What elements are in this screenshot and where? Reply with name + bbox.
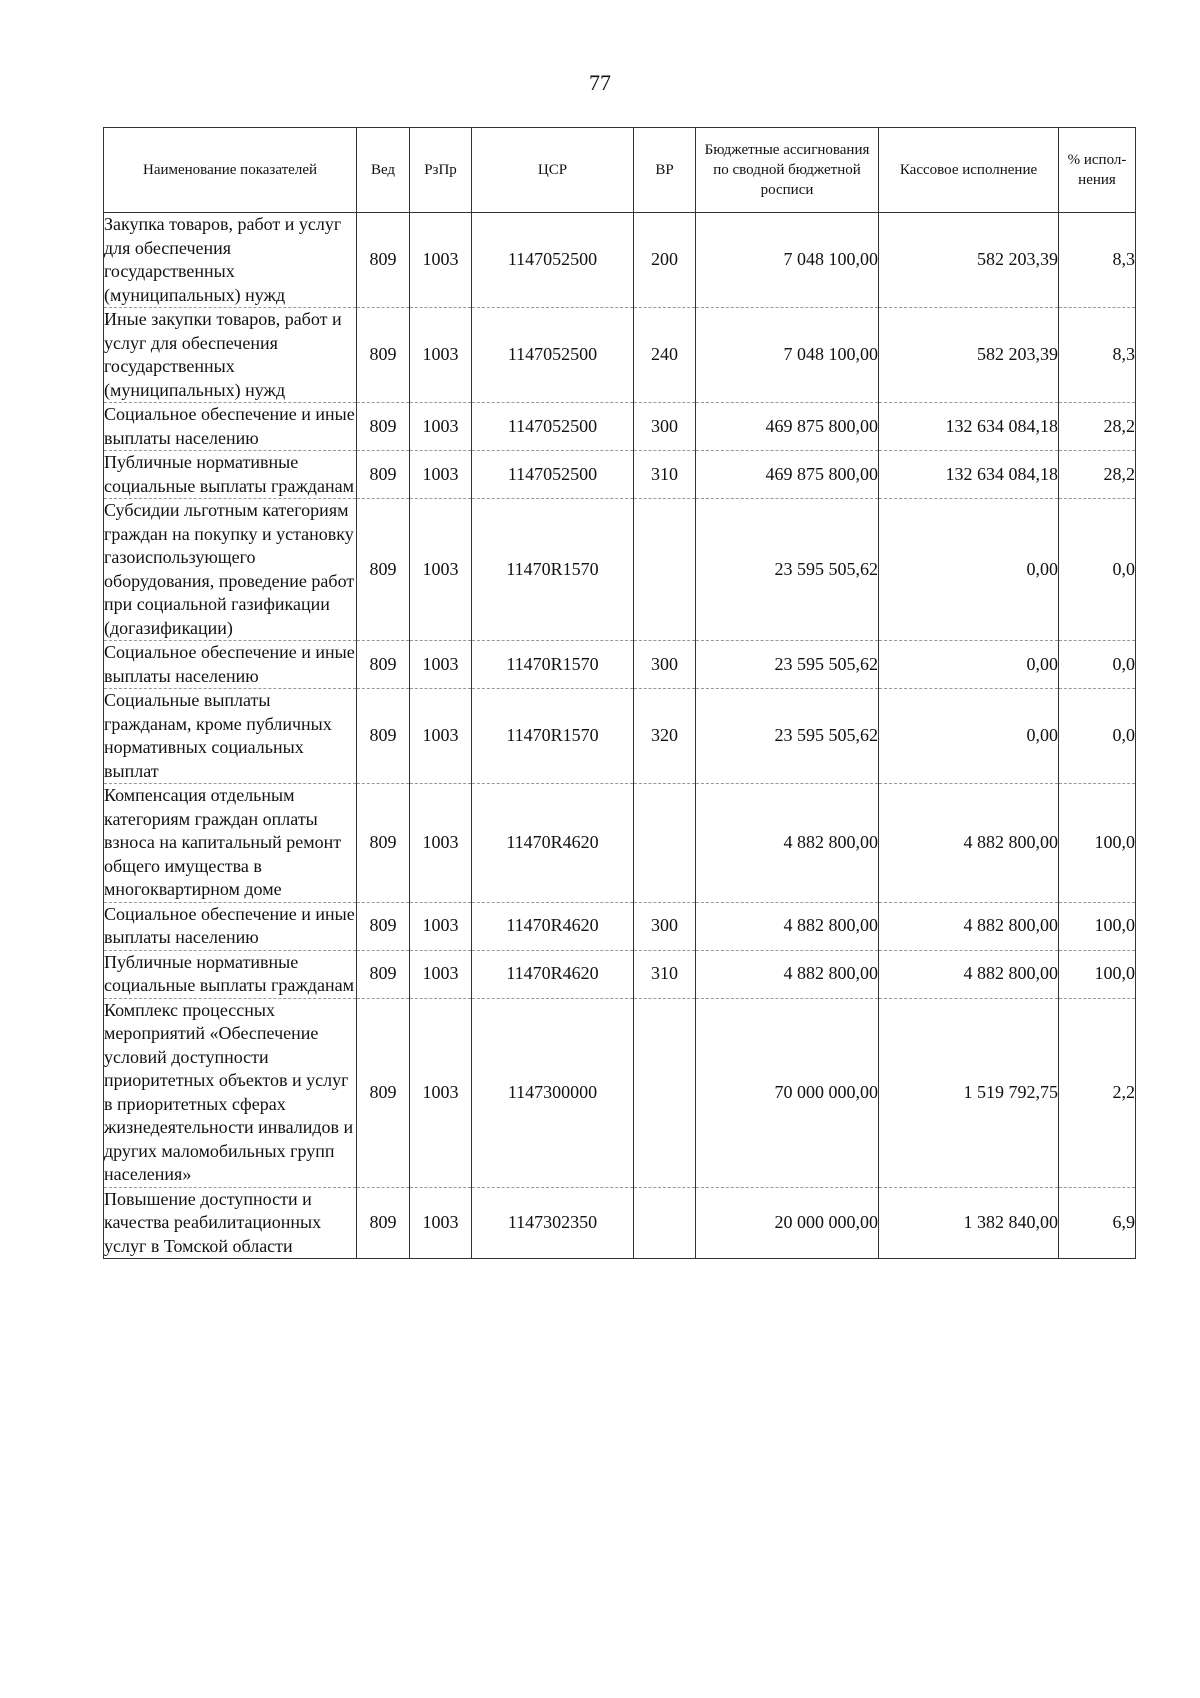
row-name: Закупка товаров, работ и услуг для обеспечения государственных (муниципальных) нужд [104, 213, 357, 308]
row-name: Субсидии льготным категориям граждан на покупку и установку газоиспользующего оборудования, проведение работ при социальной газификации (догазификации) [104, 499, 357, 641]
row-ved: 809 [357, 998, 410, 1187]
table-header-row [104, 128, 1136, 213]
row-percent: 6,9 [1059, 1187, 1136, 1259]
row-cash: 132 634 084,18 [879, 451, 1059, 499]
table-row [104, 950, 1136, 998]
row-ved: 809 [357, 499, 410, 641]
row-name: Компенсация отдельным категориям граждан оплаты взноса на капитальный ремонт общего имущества в многоквартирном доме [104, 784, 357, 903]
header-percent: % испол-нения [1059, 128, 1136, 213]
row-name: Публичные нормативные социальные выплаты гражданам [104, 950, 357, 998]
row-cash: 4 882 800,00 [879, 784, 1059, 903]
row-name: Социальное обеспечение и иные выплаты населению [104, 403, 357, 451]
row-csr: 1147052500 [472, 403, 634, 451]
row-percent: 100,0 [1059, 784, 1136, 903]
row-name: Социальное обеспечение и иные выплаты населению [104, 641, 357, 689]
row-rzpr: 1003 [410, 403, 472, 451]
row-ved: 809 [357, 403, 410, 451]
header-ved: Вед [357, 128, 410, 213]
row-vr: 310 [634, 451, 696, 499]
row-budget: 7 048 100,00 [696, 308, 879, 403]
row-csr: 11470R4620 [472, 784, 634, 903]
row-budget: 20 000 000,00 [696, 1187, 879, 1259]
row-budget: 4 882 800,00 [696, 784, 879, 903]
row-percent: 100,0 [1059, 902, 1136, 950]
row-cash: 1 519 792,75 [879, 998, 1059, 1187]
table-row [104, 902, 1136, 950]
row-budget: 23 595 505,62 [696, 641, 879, 689]
row-rzpr: 1003 [410, 998, 472, 1187]
row-rzpr: 1003 [410, 641, 472, 689]
table-row [104, 308, 1136, 403]
row-vr [634, 1187, 696, 1259]
row-ved: 809 [357, 902, 410, 950]
row-csr: 11470R4620 [472, 950, 634, 998]
table-row [104, 784, 1136, 903]
row-csr: 11470R1570 [472, 499, 634, 641]
header-rzpr: РзПр [410, 128, 472, 213]
row-budget: 23 595 505,62 [696, 689, 879, 784]
row-ved: 809 [357, 950, 410, 998]
table-row [104, 451, 1136, 499]
row-vr [634, 784, 696, 903]
header-budget: Бюджетные ассигнования по сводной бюджетной росписи [696, 128, 879, 213]
row-vr: 320 [634, 689, 696, 784]
row-name: Публичные нормативные социальные выплаты гражданам [104, 451, 357, 499]
row-ved: 809 [357, 1187, 410, 1259]
table-row [104, 689, 1136, 784]
row-cash: 582 203,39 [879, 213, 1059, 308]
row-cash: 4 882 800,00 [879, 950, 1059, 998]
row-cash: 4 882 800,00 [879, 902, 1059, 950]
row-csr: 11470R1570 [472, 689, 634, 784]
row-csr: 1147300000 [472, 998, 634, 1187]
row-percent: 0,0 [1059, 499, 1136, 641]
row-percent: 0,0 [1059, 641, 1136, 689]
row-rzpr: 1003 [410, 1187, 472, 1259]
row-budget: 70 000 000,00 [696, 998, 879, 1187]
row-cash: 582 203,39 [879, 308, 1059, 403]
row-csr: 1147052500 [472, 451, 634, 499]
row-percent: 28,2 [1059, 451, 1136, 499]
table-row [104, 641, 1136, 689]
row-vr: 310 [634, 950, 696, 998]
row-vr: 240 [634, 308, 696, 403]
row-rzpr: 1003 [410, 499, 472, 641]
table-row [104, 998, 1136, 1187]
row-csr: 11470R4620 [472, 902, 634, 950]
row-vr: 300 [634, 641, 696, 689]
table-row [104, 213, 1136, 308]
table-row [104, 403, 1136, 451]
row-ved: 809 [357, 308, 410, 403]
row-rzpr: 1003 [410, 950, 472, 998]
row-ved: 809 [357, 451, 410, 499]
row-vr [634, 998, 696, 1187]
row-percent: 2,2 [1059, 998, 1136, 1187]
row-budget: 7 048 100,00 [696, 213, 879, 308]
row-budget: 469 875 800,00 [696, 403, 879, 451]
row-cash: 0,00 [879, 689, 1059, 784]
row-rzpr: 1003 [410, 689, 472, 784]
row-budget: 23 595 505,62 [696, 499, 879, 641]
row-name: Социальные выплаты гражданам, кроме публичных нормативных социальных выплат [104, 689, 357, 784]
table-row [104, 1187, 1136, 1259]
row-rzpr: 1003 [410, 213, 472, 308]
table-row [104, 499, 1136, 641]
row-rzpr: 1003 [410, 784, 472, 903]
row-csr: 1147052500 [472, 213, 634, 308]
row-vr: 300 [634, 902, 696, 950]
row-budget: 4 882 800,00 [696, 902, 879, 950]
row-csr: 11470R1570 [472, 641, 634, 689]
row-ved: 809 [357, 641, 410, 689]
row-cash: 1 382 840,00 [879, 1187, 1059, 1259]
row-rzpr: 1003 [410, 451, 472, 499]
row-name: Комплекс процессных мероприятий «Обеспечение условий доступности приоритетных объектов и услуг в приоритетных сферах жизнедеятельности инвалидов и других маломобильных групп населения» [104, 998, 357, 1187]
row-name: Иные закупки товаров, работ и услуг для обеспечения государственных (муниципальных) нужд [104, 308, 357, 403]
row-percent: 28,2 [1059, 403, 1136, 451]
row-ved: 809 [357, 689, 410, 784]
page-number: 77 [589, 70, 611, 95]
row-budget: 4 882 800,00 [696, 950, 879, 998]
header-vr: ВР [634, 128, 696, 213]
row-cash: 0,00 [879, 641, 1059, 689]
row-cash: 0,00 [879, 499, 1059, 641]
row-cash: 132 634 084,18 [879, 403, 1059, 451]
row-budget: 469 875 800,00 [696, 451, 879, 499]
row-percent: 8,3 [1059, 213, 1136, 308]
row-ved: 809 [357, 784, 410, 903]
row-csr: 1147302350 [472, 1187, 634, 1259]
row-ved: 809 [357, 213, 410, 308]
row-name: Повышение доступности и качества реабилитационных услуг в Томской области [104, 1187, 357, 1259]
row-rzpr: 1003 [410, 308, 472, 403]
row-csr: 1147052500 [472, 308, 634, 403]
row-percent: 100,0 [1059, 950, 1136, 998]
row-rzpr: 1003 [410, 902, 472, 950]
row-vr: 200 [634, 213, 696, 308]
row-percent: 8,3 [1059, 308, 1136, 403]
header-name: Наименование показателей [104, 128, 357, 213]
budget-execution-table [103, 127, 1136, 1259]
row-vr: 300 [634, 403, 696, 451]
row-vr [634, 499, 696, 641]
header-cash: Кассовое исполнение [879, 128, 1059, 213]
row-percent: 0,0 [1059, 689, 1136, 784]
header-csr: ЦСР [472, 128, 634, 213]
row-name: Социальное обеспечение и иные выплаты населению [104, 902, 357, 950]
